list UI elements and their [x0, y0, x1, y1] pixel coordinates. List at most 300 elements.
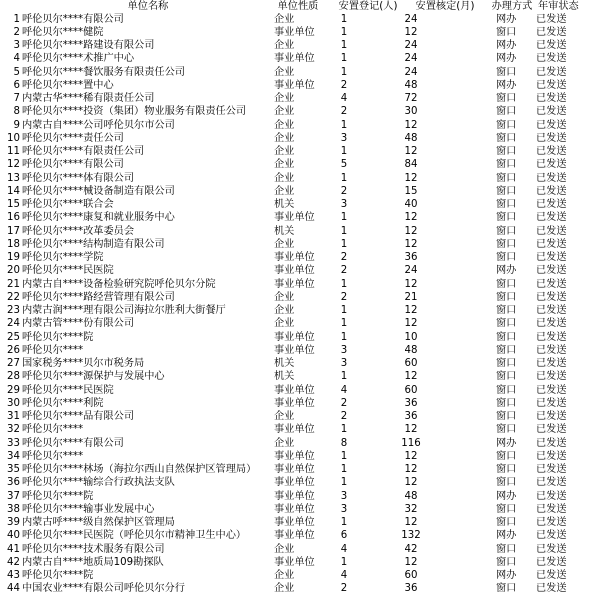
- handling-method: 窗口: [496, 503, 517, 515]
- row-index: 1: [13, 13, 20, 25]
- unit-name: 呼伦贝尔****投资（集团）物业服务有限责任公司: [22, 106, 247, 118]
- quota-months: 116: [401, 437, 421, 449]
- row-index: 4: [13, 53, 20, 65]
- row-index: 43: [7, 570, 20, 581]
- review-status: 已发送: [536, 238, 567, 250]
- unit-name: 呼伦贝尔****有限公司: [22, 437, 124, 449]
- row-index: 33: [7, 437, 20, 449]
- registered-count: 1: [340, 517, 348, 528]
- handling-method: 窗口: [496, 106, 517, 118]
- row-index: 32: [7, 424, 20, 436]
- row-index: 22: [7, 291, 20, 303]
- unit-type: 事业单位: [274, 450, 315, 462]
- unit-type: 企业: [274, 305, 295, 316]
- registered-count: 3: [340, 132, 348, 144]
- unit-name: 中国农业****有限公司呼伦贝尔分行: [22, 583, 185, 595]
- quota-months: 10: [404, 331, 418, 343]
- unit-type: 事业单位: [274, 517, 315, 528]
- registered-count: 1: [340, 26, 348, 38]
- unit-name: 呼伦贝尔****有限责任公司: [22, 146, 145, 157]
- row-index: 44: [7, 583, 20, 595]
- review-status: 已发送: [536, 583, 567, 595]
- quota-months: 12: [404, 450, 418, 462]
- registered-count: 4: [340, 543, 348, 555]
- registered-count: 1: [340, 331, 348, 343]
- unit-type: 企业: [274, 185, 295, 197]
- registered-count: 2: [340, 106, 348, 118]
- unit-type: 事业单位: [274, 79, 315, 91]
- review-status: 已发送: [536, 556, 567, 568]
- unit-name: 呼伦贝尔****院: [22, 570, 94, 581]
- quota-months: 24: [404, 13, 418, 25]
- table-row: [0, 516, 600, 529]
- handling-method: 窗口: [496, 583, 517, 595]
- quota-months: 36: [404, 583, 418, 595]
- unit-type: 事业单位: [274, 265, 315, 277]
- handling-method: 窗口: [496, 66, 517, 78]
- unit-name: 呼伦贝尔****体有限公司: [22, 172, 135, 184]
- review-status: 已发送: [536, 477, 567, 489]
- review-status: 已发送: [536, 212, 567, 224]
- unit-type: 事业单位: [274, 53, 315, 65]
- registered-count: 3: [340, 344, 348, 356]
- review-status: 已发送: [536, 185, 567, 197]
- row-index: 26: [7, 344, 20, 356]
- handling-method: 窗口: [496, 291, 517, 303]
- registered-count: 4: [340, 384, 348, 396]
- row-index: 18: [7, 238, 20, 250]
- unit-type: 企业: [274, 291, 295, 303]
- table-row: [0, 158, 600, 171]
- handling-method: 网办: [496, 40, 517, 51]
- unit-name: 呼伦贝尔****民医院: [22, 265, 114, 277]
- unit-name: 呼伦贝尔****院: [22, 331, 94, 343]
- unit-name: 内蒙古自****公司呼伦贝尔市公司: [22, 119, 175, 131]
- table-row: [0, 92, 600, 105]
- review-status: 已发送: [536, 450, 567, 462]
- row-index: 28: [7, 371, 20, 383]
- registered-count: 2: [340, 291, 348, 303]
- header-method: 办理方式: [491, 1, 533, 12]
- review-status: 已发送: [536, 503, 567, 515]
- registered-count: 1: [340, 450, 348, 462]
- table-row: [0, 476, 600, 489]
- quota-months: 40: [404, 199, 418, 210]
- registered-count: 1: [340, 119, 348, 131]
- quota-months: 60: [404, 358, 418, 369]
- row-index: 21: [7, 278, 20, 290]
- review-status: 已发送: [536, 13, 567, 25]
- unit-name: 呼伦贝尔****康复和就业服务中心: [22, 212, 175, 224]
- review-status: 已发送: [536, 305, 567, 316]
- quota-months: 72: [404, 93, 418, 104]
- unit-name: 呼伦贝尔****餐饮服务有限责任公司: [22, 66, 185, 78]
- handling-method: 窗口: [496, 212, 517, 224]
- row-index: 38: [7, 503, 20, 515]
- unit-type: 企业: [274, 570, 295, 581]
- table-row: [0, 423, 600, 436]
- handling-method: 窗口: [496, 543, 517, 555]
- unit-type: 事业单位: [274, 464, 315, 475]
- registered-count: 5: [340, 159, 348, 171]
- unit-name: 呼伦贝尔****有限公司: [22, 159, 124, 171]
- quota-months: 48: [404, 132, 418, 144]
- registered-count: 2: [340, 411, 348, 422]
- quota-months: 12: [404, 424, 418, 436]
- quota-months: 12: [404, 305, 418, 316]
- registered-count: 1: [340, 66, 348, 78]
- unit-type: 企业: [274, 159, 295, 171]
- handling-method: 窗口: [496, 199, 517, 210]
- handling-method: 窗口: [496, 358, 517, 369]
- table-row: [0, 543, 600, 556]
- handling-method: 窗口: [496, 238, 517, 250]
- unit-name: 呼伦贝尔****械设备制造有限公司: [22, 185, 175, 197]
- unit-type: 事业单位: [274, 344, 315, 356]
- unit-name: 呼伦贝尔****路建设有限公司: [22, 40, 155, 51]
- table-row: [0, 211, 600, 224]
- handling-method: 窗口: [496, 172, 517, 184]
- registered-count: 2: [340, 79, 348, 91]
- handling-method: 网办: [496, 437, 517, 449]
- quota-months: 12: [404, 278, 418, 290]
- row-index: 34: [7, 450, 20, 462]
- handling-method: 窗口: [496, 159, 517, 171]
- unit-type: 事业单位: [274, 556, 315, 568]
- table-row: [0, 132, 600, 145]
- unit-type: 事业单位: [274, 424, 315, 436]
- unit-type: 企业: [274, 146, 295, 157]
- review-status: 已发送: [536, 40, 567, 51]
- unit-name: 内蒙古自****设备检验研究院呼伦贝尔分院: [22, 278, 216, 290]
- review-status: 已发送: [536, 132, 567, 144]
- table-row: [0, 344, 600, 357]
- unit-name: 呼伦贝尔****改革委员会: [22, 225, 135, 237]
- table-row: [0, 370, 600, 383]
- review-status: 已发送: [536, 225, 567, 237]
- table-row: [0, 172, 600, 185]
- table-row: [0, 238, 600, 251]
- registered-count: 2: [340, 397, 348, 409]
- registered-count: 3: [340, 199, 348, 210]
- unit-name: 呼伦贝尔****路经营管理有限公司: [22, 291, 175, 303]
- unit-name: 内蒙古管****份有限公司: [22, 318, 135, 330]
- review-status: 已发送: [536, 530, 567, 542]
- table-row: [0, 437, 600, 450]
- review-status: 已发送: [536, 53, 567, 65]
- table-row: [0, 556, 600, 569]
- review-status: 已发送: [536, 66, 567, 78]
- table-row: [0, 582, 600, 595]
- unit-type: 企业: [274, 318, 295, 330]
- unit-type: 企业: [274, 40, 295, 51]
- unit-name: 呼伦贝尔****: [22, 450, 84, 462]
- registered-count: 1: [340, 318, 348, 330]
- quota-months: 12: [404, 464, 418, 475]
- unit-type: 企业: [274, 543, 295, 555]
- registered-count: 1: [340, 424, 348, 436]
- handling-method: 窗口: [496, 318, 517, 330]
- row-index: 19: [7, 252, 20, 263]
- table-row: [0, 569, 600, 582]
- quota-months: 12: [404, 225, 418, 237]
- unit-type: 企业: [274, 437, 295, 449]
- handling-method: 窗口: [496, 371, 517, 383]
- table-row: [0, 490, 600, 503]
- review-status: 已发送: [536, 318, 567, 330]
- registered-count: 1: [340, 146, 348, 157]
- row-index: 7: [13, 93, 20, 104]
- unit-name: 呼伦贝尔****民医院: [22, 384, 114, 396]
- handling-method: 网办: [496, 570, 517, 581]
- unit-type: 事业单位: [274, 530, 315, 542]
- handling-method: 窗口: [496, 397, 517, 409]
- table-row: [0, 463, 600, 476]
- unit-name: 呼伦贝尔****: [22, 344, 84, 356]
- unit-type: 企业: [274, 238, 295, 250]
- unit-name: 呼伦贝尔****输事业发展中心: [22, 503, 155, 515]
- row-index: 25: [7, 331, 20, 343]
- review-status: 已发送: [536, 26, 567, 38]
- review-status: 已发送: [536, 291, 567, 303]
- review-status: 已发送: [536, 172, 567, 184]
- unit-type: 企业: [274, 172, 295, 184]
- review-status: 已发送: [536, 344, 567, 356]
- review-status: 已发送: [536, 397, 567, 409]
- table-row: [0, 79, 600, 92]
- row-index: 8: [13, 106, 20, 118]
- quota-months: 36: [404, 411, 418, 422]
- unit-type: 企业: [274, 106, 295, 118]
- table-row: [0, 410, 600, 423]
- registered-count: 1: [340, 477, 348, 489]
- unit-name: 呼伦贝尔****源保护与发展中心: [22, 371, 165, 383]
- unit-name: 内蒙古自****地质局109勘探队: [22, 556, 164, 568]
- quota-months: 48: [404, 79, 418, 91]
- registered-count: 1: [340, 172, 348, 184]
- review-status: 已发送: [536, 411, 567, 422]
- row-index: 42: [7, 556, 20, 568]
- unit-type: 事业单位: [274, 490, 315, 502]
- quota-months: 21: [404, 291, 418, 303]
- table-row: [0, 291, 600, 304]
- unit-name: 呼伦贝尔****利院: [22, 397, 104, 409]
- table-row: [0, 39, 600, 52]
- unit-name: 呼伦贝尔****健院: [22, 26, 104, 38]
- registered-count: 3: [340, 358, 348, 369]
- quota-months: 12: [404, 477, 418, 489]
- review-status: 已发送: [536, 106, 567, 118]
- handling-method: 网办: [496, 265, 517, 277]
- row-index: 5: [13, 66, 20, 78]
- row-index: 6: [13, 79, 20, 91]
- registered-count: 1: [340, 225, 348, 237]
- handling-method: 网办: [496, 53, 517, 65]
- registered-count: 8: [340, 437, 348, 449]
- quota-months: 24: [404, 265, 418, 277]
- handling-method: 窗口: [496, 93, 517, 104]
- table-row: [0, 13, 600, 26]
- registered-count: 6: [340, 530, 348, 542]
- row-index: 14: [7, 185, 20, 197]
- registered-count: 1: [340, 556, 348, 568]
- handling-method: 窗口: [496, 225, 517, 237]
- quota-months: 30: [404, 106, 418, 118]
- registered-count: 2: [340, 583, 348, 595]
- review-status: 已发送: [536, 517, 567, 528]
- handling-method: 窗口: [496, 252, 517, 263]
- quota-months: 60: [404, 570, 418, 581]
- table-row: [0, 384, 600, 397]
- quota-months: 12: [404, 26, 418, 38]
- handling-method: 窗口: [496, 411, 517, 422]
- review-status: 已发送: [536, 543, 567, 555]
- header-unit-type: 单位性质: [277, 1, 319, 12]
- row-index: 3: [13, 40, 20, 51]
- registered-count: 1: [340, 53, 348, 65]
- row-index: 40: [7, 530, 20, 542]
- row-index: 24: [7, 318, 20, 330]
- handling-method: 网办: [496, 13, 517, 25]
- unit-type: 事业单位: [274, 477, 315, 489]
- registered-count: 1: [340, 278, 348, 290]
- unit-type: 机关: [274, 371, 295, 383]
- unit-type: 企业: [274, 119, 295, 131]
- row-index: 2: [13, 26, 20, 38]
- header-registered: 安置登记(人): [338, 1, 398, 12]
- row-index: 35: [7, 464, 20, 475]
- registered-count: 1: [340, 212, 348, 224]
- row-index: 9: [13, 119, 20, 131]
- quota-months: 48: [404, 490, 418, 502]
- row-index: 39: [7, 517, 20, 528]
- unit-type: 企业: [274, 93, 295, 104]
- registered-count: 1: [340, 305, 348, 316]
- table-row: [0, 529, 600, 542]
- registered-count: 2: [340, 185, 348, 197]
- row-index: 15: [7, 199, 20, 210]
- registered-count: 1: [340, 13, 348, 25]
- row-index: 13: [7, 172, 20, 184]
- unit-name: 内蒙古华****稀有限责任公司: [22, 93, 155, 104]
- quota-months: 84: [404, 159, 418, 171]
- registered-count: 4: [340, 93, 348, 104]
- unit-name: 呼伦贝尔****有限公司: [22, 13, 124, 25]
- quota-months: 12: [404, 238, 418, 250]
- quota-months: 36: [404, 252, 418, 263]
- row-index: 11: [7, 146, 20, 157]
- review-status: 已发送: [536, 437, 567, 449]
- handling-method: 窗口: [496, 146, 517, 157]
- unit-name: 呼伦贝尔****术推广中心: [22, 53, 135, 65]
- quota-months: 60: [404, 384, 418, 396]
- row-index: 27: [7, 358, 20, 369]
- row-index: 30: [7, 397, 20, 409]
- table-row: [0, 198, 600, 211]
- handling-method: 窗口: [496, 450, 517, 462]
- table-row: [0, 397, 600, 410]
- handling-method: 网办: [496, 490, 517, 502]
- review-status: 已发送: [536, 358, 567, 369]
- row-index: 41: [7, 543, 20, 555]
- handling-method: 窗口: [496, 185, 517, 197]
- quota-months: 12: [404, 212, 418, 224]
- table-row: [0, 225, 600, 238]
- table-row: [0, 317, 600, 330]
- unit-name: 呼伦贝尔****民医院（呼伦贝尔市精神卫生中心）: [22, 530, 247, 542]
- handling-method: 窗口: [496, 26, 517, 38]
- handling-method: 网办: [496, 79, 517, 91]
- quota-months: 12: [404, 556, 418, 568]
- registered-count: 3: [340, 490, 348, 502]
- unit-type: 事业单位: [274, 26, 315, 38]
- row-index: 12: [7, 159, 20, 171]
- row-index: 10: [7, 132, 20, 144]
- unit-name: 呼伦贝尔****责任公司: [22, 132, 124, 144]
- quota-months: 12: [404, 517, 418, 528]
- unit-name: 国家税务****贝尔市税务局: [22, 358, 145, 369]
- handling-method: 网办: [496, 530, 517, 542]
- quota-months: 12: [404, 146, 418, 157]
- quota-months: 24: [404, 66, 418, 78]
- quota-months: 12: [404, 172, 418, 184]
- quota-months: 48: [404, 344, 418, 356]
- row-index: 20: [7, 265, 20, 277]
- review-status: 已发送: [536, 252, 567, 263]
- quota-months: 12: [404, 119, 418, 131]
- unit-name: 呼伦贝尔****学院: [22, 252, 104, 263]
- registered-count: 4: [340, 570, 348, 581]
- handling-method: 窗口: [496, 424, 517, 436]
- unit-type: 企业: [274, 132, 295, 144]
- registered-count: 2: [340, 252, 348, 263]
- header-quota: 安置核定(月): [415, 1, 475, 12]
- unit-name: 呼伦贝尔****结构制造有限公司: [22, 238, 165, 250]
- unit-name: 呼伦贝尔****院: [22, 490, 94, 502]
- unit-type: 机关: [274, 199, 295, 210]
- quota-months: 42: [404, 543, 418, 555]
- handling-method: 窗口: [496, 477, 517, 489]
- row-index: 37: [7, 490, 20, 502]
- table-row: [0, 251, 600, 264]
- unit-name: 内蒙古呼****级自然保护区管理局: [22, 517, 175, 528]
- unit-type: 事业单位: [274, 397, 315, 409]
- review-status: 已发送: [536, 159, 567, 171]
- quota-months: 12: [404, 318, 418, 330]
- table-header: [0, 0, 600, 13]
- unit-type: 企业: [274, 13, 295, 25]
- unit-type: 机关: [274, 358, 295, 369]
- unit-name: 呼伦贝尔****品有限公司: [22, 411, 135, 422]
- quota-months: 36: [404, 397, 418, 409]
- quota-months: 132: [401, 530, 421, 542]
- unit-name: 呼伦贝尔****输综合行政执法支队: [22, 477, 175, 489]
- handling-method: 窗口: [496, 119, 517, 131]
- quota-months: 24: [404, 40, 418, 51]
- quota-months: 15: [404, 185, 418, 197]
- unit-name: 呼伦贝尔****置中心: [22, 79, 114, 91]
- registered-count: 1: [340, 238, 348, 250]
- table-row: [0, 450, 600, 463]
- quota-months: 24: [404, 53, 418, 65]
- row-index: 29: [7, 384, 20, 396]
- registered-count: 2: [340, 265, 348, 277]
- handling-method: 窗口: [496, 278, 517, 290]
- row-index: 16: [7, 212, 20, 224]
- registered-count: 1: [340, 40, 348, 51]
- table-row: [0, 264, 600, 277]
- registered-count: 1: [340, 371, 348, 383]
